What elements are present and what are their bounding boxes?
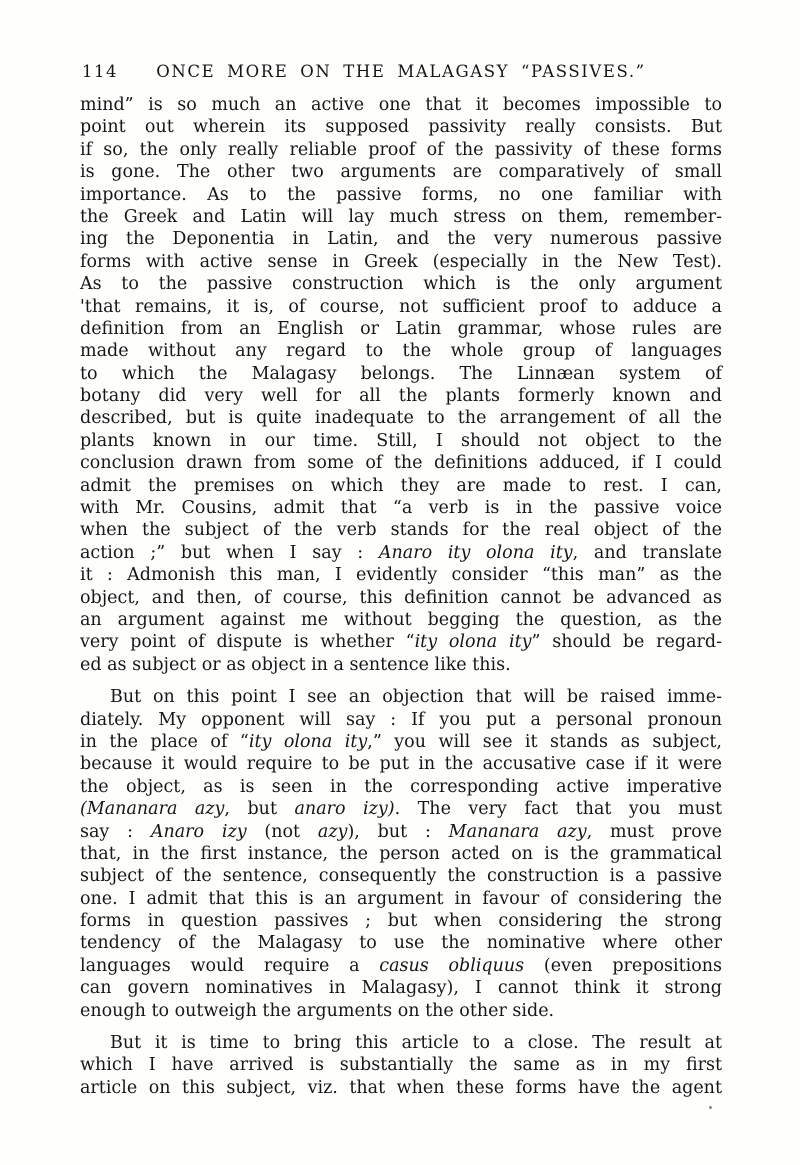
ink-speck (709, 1106, 712, 1109)
text-line: point out wherein its supposed passivity really consists. But (80, 117, 722, 138)
paragraph (80, 686, 722, 1022)
text-line: to which the Malagasy belongs. The Linnæan system of (80, 363, 722, 384)
text-line: ing the Deponentia in Latin, and the very numerous passive (80, 229, 722, 250)
text-line: 'that remains, it is, of course, not sufficient proof to adduce a (80, 296, 722, 317)
text-line: action ;” but when I say : Anaro ity olona ity, and translate (80, 542, 722, 563)
text-line: very point of dispute is whether “ity olona ity” should be regard- (80, 632, 723, 653)
text-line: can govern nominatives in Malagasy), I cannot think it strong (80, 978, 722, 999)
text-line: enough to outweigh the arguments on the other side. (80, 1000, 555, 1021)
paragraph (80, 1032, 722, 1099)
running-title: ONCE MORE ON THE MALAGASY “PASSIVES.” (156, 62, 646, 81)
text-line: mind” is so much an active one that it becomes impossible to (80, 95, 722, 115)
text-line: with Mr. Cousins, admit that “a verb is in the passive voice (80, 498, 722, 519)
text-line: because it would require to be put in the accusative case if it were (80, 754, 722, 775)
text-line: forms in question passives ; but when considering the strong (80, 911, 722, 932)
text-line: in the place of “ity olona ity,” you will see it stands as subject, (80, 731, 723, 752)
text-line: the Greek and Latin will lay much stress on them, remember- (80, 206, 722, 227)
text-line: But on this point I see an objection that will be raised imme- (110, 687, 722, 708)
text-line: it : Admonish this man, I evidently consider “this man” as the (80, 565, 722, 586)
text-line: is gone. The other two arguments are comparatively of small (80, 162, 722, 183)
text-line: diately. My opponent will say : If you put a personal pronoun (80, 709, 722, 730)
text-line: importance. As to the passive forms, no one familiar with (80, 184, 722, 205)
text-line: that, in the first instance, the person acted on is the grammatical (80, 843, 722, 864)
text-line: article on this subject, viz. that when these forms have the agent (80, 1077, 722, 1098)
text-block (80, 94, 722, 1099)
paragraph (80, 94, 722, 676)
text-line: As to the passive construction which is the only argument (80, 274, 722, 295)
text-line: (Mananara azy, but anaro izy). The very fact that you must (80, 799, 722, 820)
text-line: described, but is quite inadequate to the arrangement of all the (80, 408, 722, 429)
text-line: conclusion drawn from some of the definitions adduced, if I could (80, 453, 722, 474)
text-line: plants known in our time. Still, I should not object to the (80, 430, 722, 451)
text-line: botany did very well for all the plants formerly known and (80, 386, 722, 407)
text-line: the object, as is seen in the corresponding active imperative (80, 776, 722, 797)
text-line: subject of the sentence, consequently the construction is a passive (80, 866, 722, 887)
text-line: if so, the only really reliable proof of the passivity of these forms (80, 139, 722, 160)
text-line: say : Anaro izy (not azy), but : Mananara azy, must prove (80, 821, 723, 842)
text-line: definition from an English or Latin grammar, whose rules are (80, 318, 722, 339)
text-line: forms with active sense in Greek (especially in the New Test). (80, 251, 722, 272)
text-line: one. I admit that this is an argument in favour of considering the (80, 888, 722, 909)
text-line: languages would require a casus obliquus (even prepositions (80, 955, 723, 976)
text-line: But it is time to bring this article to a close. The result at (110, 1033, 722, 1054)
text-line: when the subject of the verb stands for the real object of the (80, 520, 722, 541)
text-line: object, and then, of course, this definition cannot be advanced as (80, 587, 722, 608)
text-line: an argument against me without begging the question, as the (80, 609, 722, 630)
text-line: made without any regard to the whole group of languages (80, 341, 722, 362)
text-line: tendency of the Malagasy to use the nominative where other (80, 933, 722, 954)
page-number: 114 (82, 62, 118, 81)
text-line: admit the premises on which they are made to rest. I can, (80, 475, 722, 496)
text-line: which I have arrived is substantially the same as in my first (80, 1055, 722, 1076)
page-header (80, 60, 722, 84)
text-line: ed as subject or as object in a sentence like this. (80, 654, 511, 675)
